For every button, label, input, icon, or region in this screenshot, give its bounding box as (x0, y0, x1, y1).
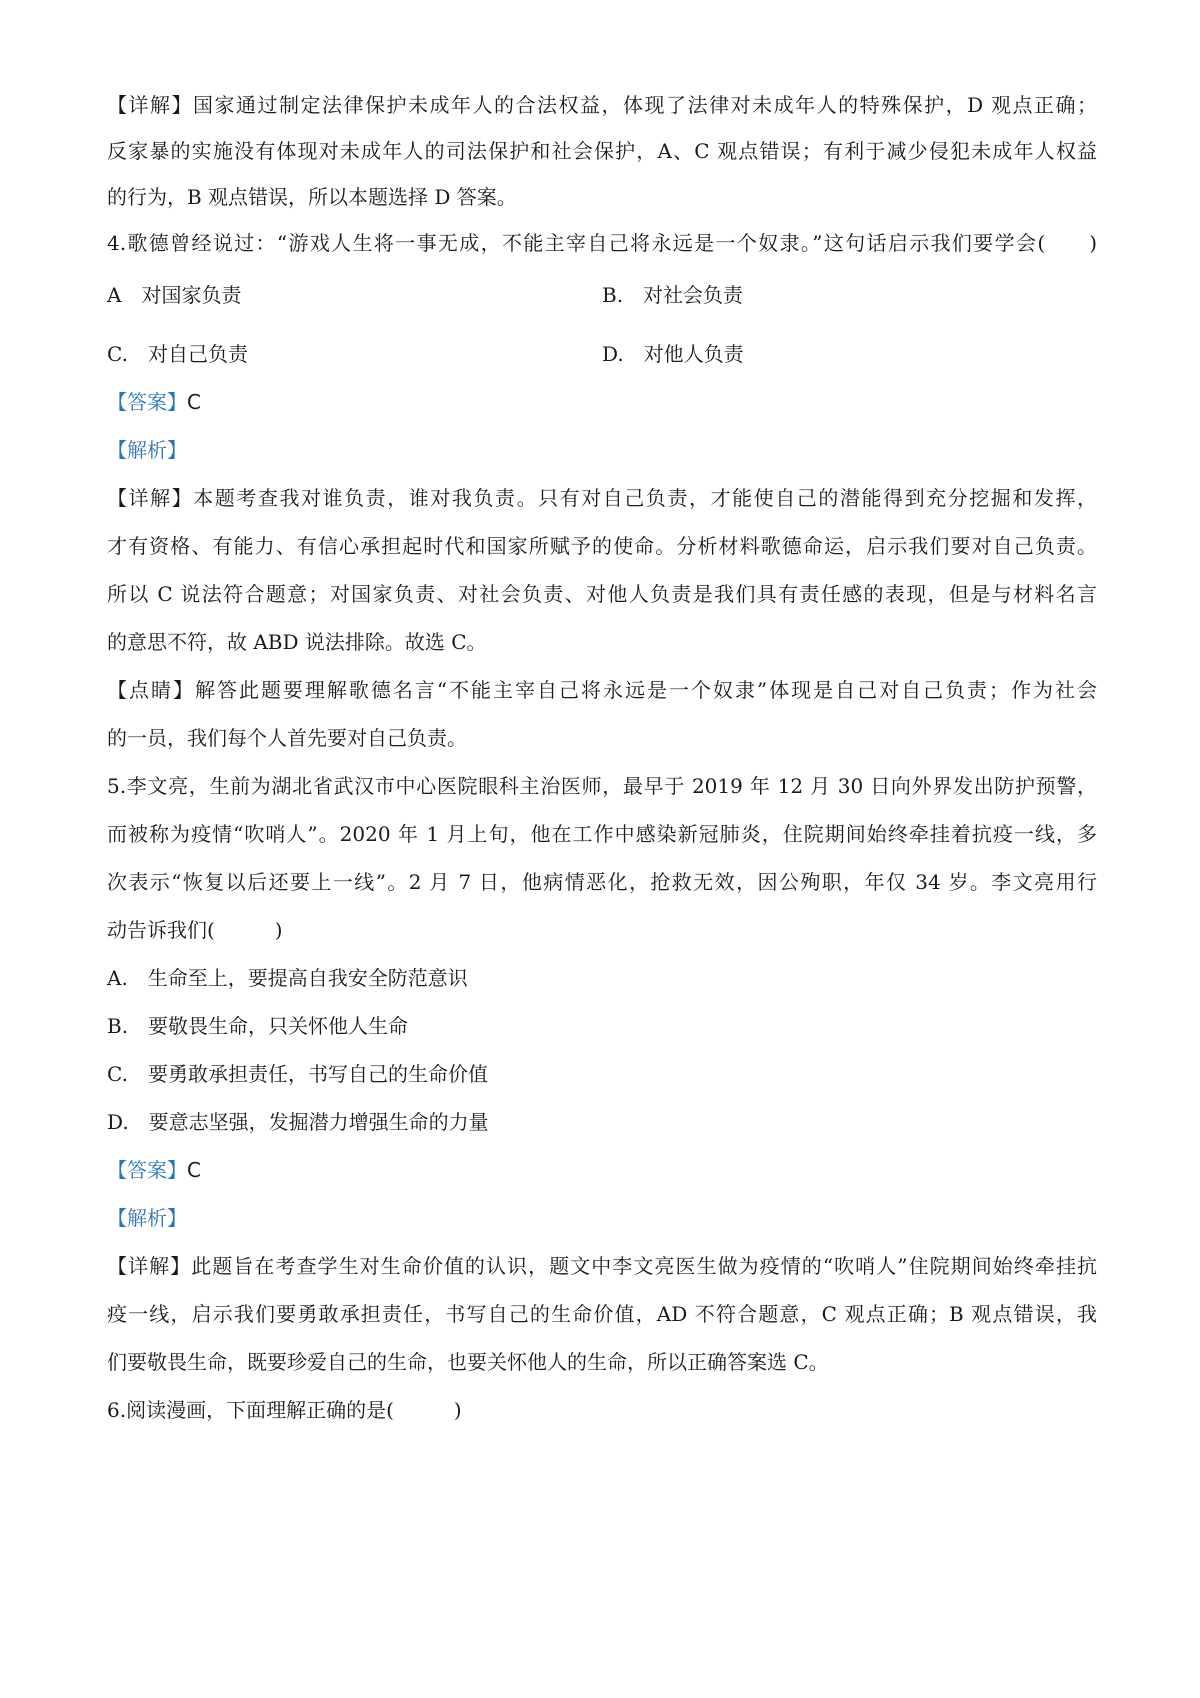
q4-analysis-label: 【解析】 (107, 438, 187, 462)
q4-detail-line-4: 的意思不符，故 ABD 说法排除。故选 C。 (107, 630, 487, 654)
q5-option-c: C. 要勇敢承担责任，书写自己的生命价值 (107, 1062, 488, 1086)
q4-option-c: C. 对自己负责 (107, 342, 248, 366)
q4-option-a: A 对国家负责 (107, 283, 242, 307)
q5-answer-label: 【答案】 (107, 1158, 187, 1182)
q3-detail-line-1: 【详解】国家通过制定法律保护未成年人的合法权益，体现了法律对未成年人的特殊保护，D 观点正确； (107, 93, 1097, 117)
q3-detail-label: 【详解】 (107, 93, 194, 117)
q3-detail-line-3: 的行为，B 观点错误，所以本题选择 D 答案。 (107, 185, 517, 209)
q4-detail-label: 【详解】 (107, 486, 194, 510)
q4-option-b: B. 对社会负责 (602, 283, 744, 307)
q5-answer (107, 1156, 1097, 1184)
q5-detail-line-1: 【详解】此题旨在考查学生对生命价值的认识，题文中李文亮医生做为疫情的“吹哨人”住院期间始终牵挂抗 (107, 1254, 1097, 1278)
q4-tip-line-2: 的一员，我们每个人首先要对自己负责。 (107, 726, 467, 750)
q5-option-d: D. 要意志坚强，发掘潜力增强生命的力量 (107, 1110, 489, 1134)
q4-detail-line-2: 才有资格、有能力、有信心承担起时代和国家所赋予的使命。分析材料歌德命运，启示我们要对自己负责。 (107, 534, 1097, 558)
q5-stem-line-1: 5.李文亮，生前为湖北省武汉市中心医院眼科主治医师，最早于 2019 年 12 月 30 日向外界发出防护预警， (107, 774, 1097, 798)
q5-option-a: A. 生命至上，要提高自我安全防范意识 (107, 966, 468, 990)
q6-stem: 6.阅读漫画，下面理解正确的是( ) (107, 1398, 462, 1422)
q4-detail-line-1: 【详解】本题考查我对谁负责，谁对我负责。只有对自己负责，才能使自己的潜能得到充分挖掘和发挥， (107, 486, 1098, 510)
q5-analysis-label: 【解析】 (107, 1206, 187, 1230)
q4-tip-line-1: 【点睛】解答此题要理解歌德名言“不能主宰自己将永远是一个奴隶”体现是自己对自己负责；作为社会 (107, 678, 1098, 702)
q4-answer (107, 388, 1097, 416)
q5-answer-value: C (187, 1158, 201, 1182)
q5-stem-line-4: 动告诉我们( ) (107, 918, 283, 942)
q4-tip-label: 【点睛】 (107, 678, 195, 702)
q5-stem-line-3: 次表示“恢复以后还要上一线”。2 月 7 日，他病情恶化，抢救无效，因公殉职，年仅 34 岁。李文亮用行 (107, 870, 1097, 894)
q5-detail-label: 【详解】 (107, 1254, 192, 1278)
q5-stem-line-2: 而被称为疫情“吹哨人”。2020 年 1 月上旬，他在工作中感染新冠肺炎，住院期间始终牵挂着抗疫一线，多 (107, 822, 1097, 846)
q5-detail-line-3: 们要敬畏生命，既要珍爱自己的生命，也要关怀他人的生命，所以正确答案选 C。 (107, 1350, 829, 1374)
q5-detail-line-2: 疫一线，启示我们要勇敢承担责任，书写自己的生命价值，AD 不符合题意，C 观点正确；B 观点错误，我 (107, 1302, 1097, 1326)
q4-detail-line-3: 所以 C 说法符合题意；对国家负责、对社会负责、对他人负责是我们具有责任感的表现，但是与材料名言 (107, 582, 1097, 606)
q4-answer-value: C (187, 390, 201, 414)
q4-answer-label: 【答案】 (107, 390, 187, 414)
q4-stem: 4.歌德曾经说过：“游戏人生将一事无成，不能主宰自己将永远是一个奴隶。”这句话启示我们要学会( ) (107, 231, 1097, 255)
q4-option-d: D. 对他人负责 (602, 342, 744, 366)
q3-detail-line-2: 反家暴的实施没有体现对未成年人的司法保护和社会保护，A、C 观点错误；有利于减少侵犯未成年人权益 (107, 139, 1097, 163)
q5-option-b: B. 要敬畏生命，只关怀他人生命 (107, 1014, 409, 1038)
